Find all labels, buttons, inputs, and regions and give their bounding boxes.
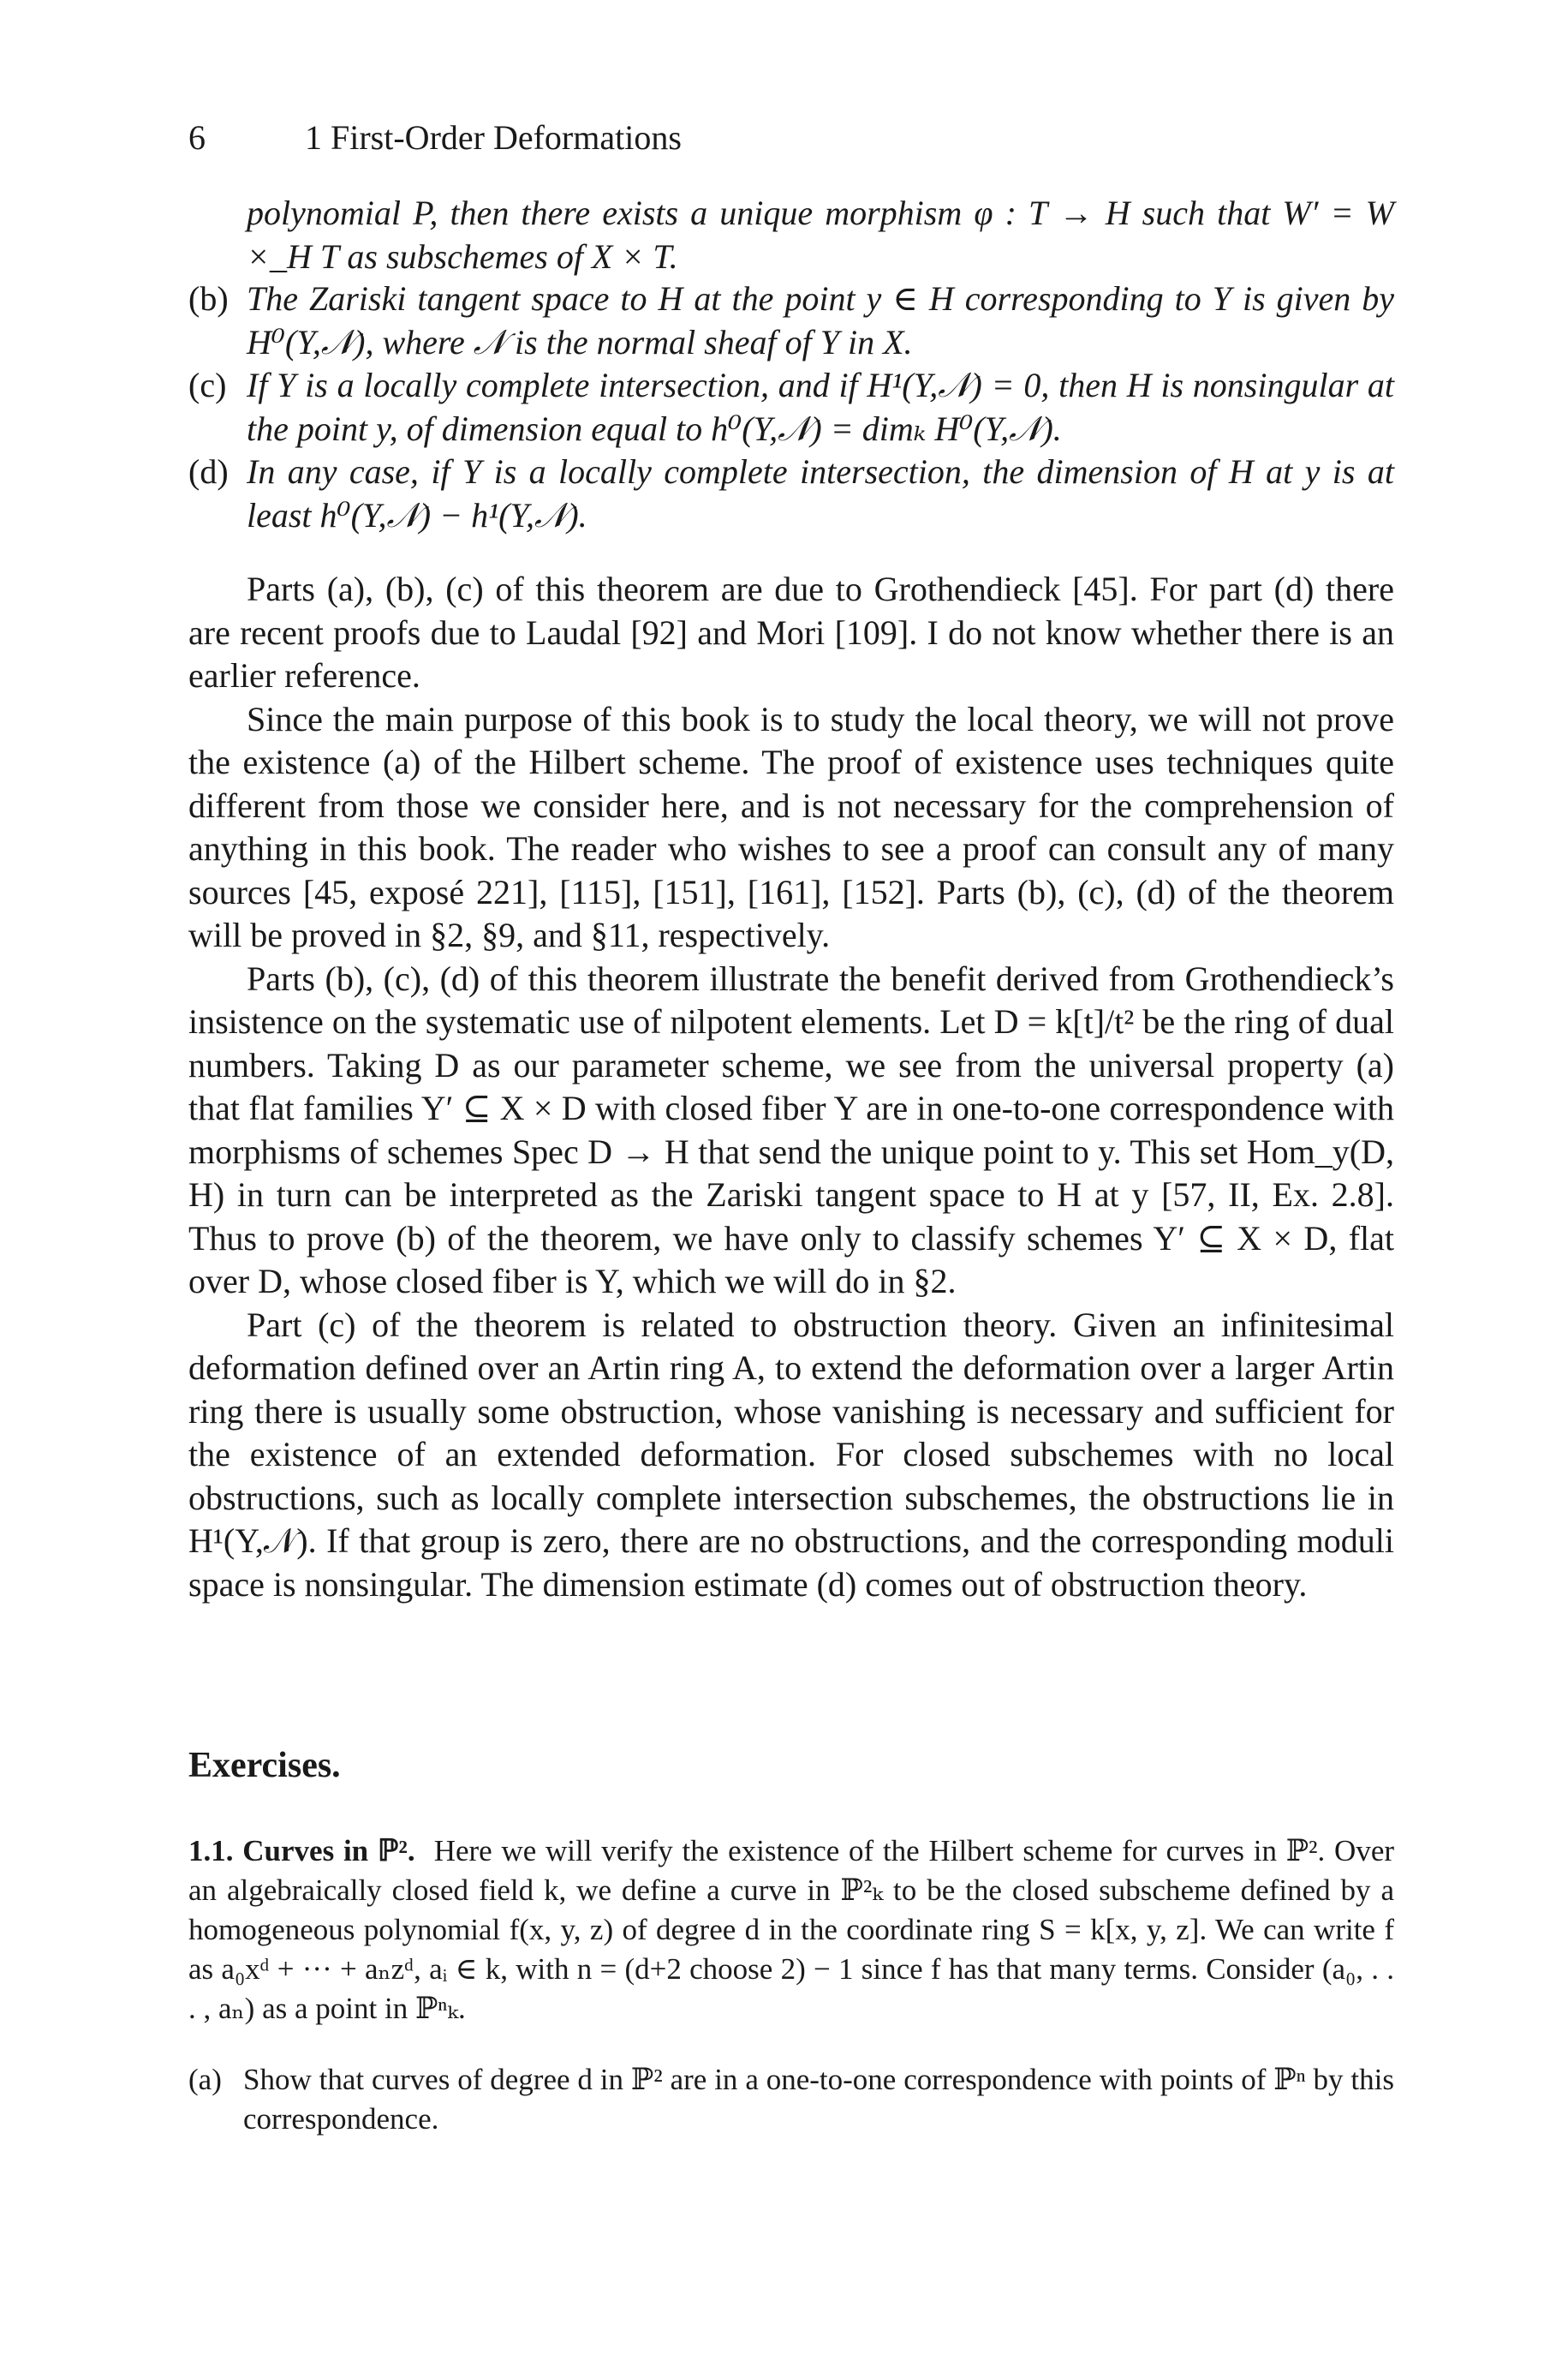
item-text: In any case, if Y is a locally complete intersection, the dimension of H at y is at least h⁰(Y,𝒩) − h¹(Y,𝒩). [247,452,1394,535]
exercise-1-1 [188,1831,1394,2028]
exercise-heading: 1.1. Curves in ℙ². [188,1834,415,1867]
paragraph-local-theory: Since the main purpose of this book is to study the local theory, we will not prove the existence (a) of the Hilbert scheme. The proof of existence uses techniques quite different from those we consider here, and is not necessary for the comprehension of anything in this book. The reader who wishes to see a proof can consult any of many sources [45, exposé 221], [115], [151], [161], [152]. Parts (b), (c), (d) of the theorem will be proved in §2, §9, and §11, respectively. [188,699,1394,954]
theorem-item-c [188,364,1394,451]
paragraph-obstruction: Part (c) of the theorem is related to obstruction theory. Given an infinitesimal deformation defined over an Artin ring A, to extend the deformation over a larger Artin ring there is usually some obstruction, whose vanishing is necessary and sufficient for the existence of an extended deformation. For closed subschemes with no local obstructions, such as locally complete intersection subschemes, the obstructions lie in H¹(Y,𝒩). If that group is zero, there are no obstructions, and the corresponding moduli space is nonsingular. The dimension estimate (d) comes out of obstruction theory. [188,1305,1394,1604]
body-text [188,568,1394,1606]
running-title: 1 First-Order Deformations [305,118,682,157]
part-label: (a) [188,2063,222,2096]
paragraph-dual-numbers: Parts (b), (c), (d) of this theorem illustrate the benefit derived from Grothendieck’s insistence on the systematic use of nilpotent elements. Let D = k[t]/t² be the ring of dual numbers. Taking D as our parameter scheme, we see from the universal property (a) that flat families Y′ ⊆ X × D with closed fiber Y are in one-to-one correspondence with morphisms of schemes Spec D → H that send the unique point to y. This set Hom_y(D, H) in turn can be interpreted as the Zariski tangent space to H at y [57, II, Ex. 2.8]. Thus to prove (b) of the theorem, we have only to classify schemes Y′ ⊆ X × D, flat over D, whose closed fiber is Y, which we will do in §2. [188,959,1394,1300]
item-label: (b) [188,279,229,318]
item-text: The Zariski tangent space to H at the point y ∈ H corresponding to Y is given by H⁰(Y,𝒩), where 𝒩 is the normal sheaf of Y in X. [247,279,1394,361]
item-label: (c) [188,366,227,404]
page-number: 6 [188,118,206,157]
theorem-item-d [188,451,1394,537]
exercise-text: Here we will verify the existence of the Hilbert scheme for curves in ℙ². Over an algebraically closed field k, we define a curve in ℙ²ₖ to be the closed subscheme defined by a homogeneous polynomial f(x, y, z) of degree d in the coordinate ring S = k[x, y, z]. We can write f as a₀xᵈ + ··· + aₙzᵈ, aᵢ ∈ k, with n = (d+2 choose 2) − 1 since f has that many terms. Consider (a₀, . . . , aₙ) as a point in ℙⁿₖ. [188,1834,1395,2025]
item-text: If Y is a locally complete intersection, and if H¹(Y,𝒩) = 0, then H is nonsingular at the point y, of dimension equal to h⁰(Y,𝒩) = dimₖ H⁰(Y,𝒩). [247,366,1394,448]
part-text: Show that curves of degree d in ℙ² are in a one-to-one correspondence with points of ℙⁿ by this correspondence. [243,2063,1394,2136]
running-header [188,117,682,159]
item-label: (d) [188,452,229,491]
exercise-part-a [188,2060,1394,2139]
paragraph-attribution: Parts (a), (b), (c) of this theorem are due to Grothendieck [45]. For part (d) there are recent proofs due to Laudal [92] and Mori [109]. I do not know whether there is an earlier reference. [188,570,1394,695]
theorem-continuation: polynomial P, then there exists a unique morphism φ : T → H such that W′ = W ×_H T as subschemes of X × T. [247,194,1394,276]
exercises-heading: Exercises. [188,1746,341,1785]
theorem-items [188,278,1394,537]
theorem-item-b [188,278,1394,364]
